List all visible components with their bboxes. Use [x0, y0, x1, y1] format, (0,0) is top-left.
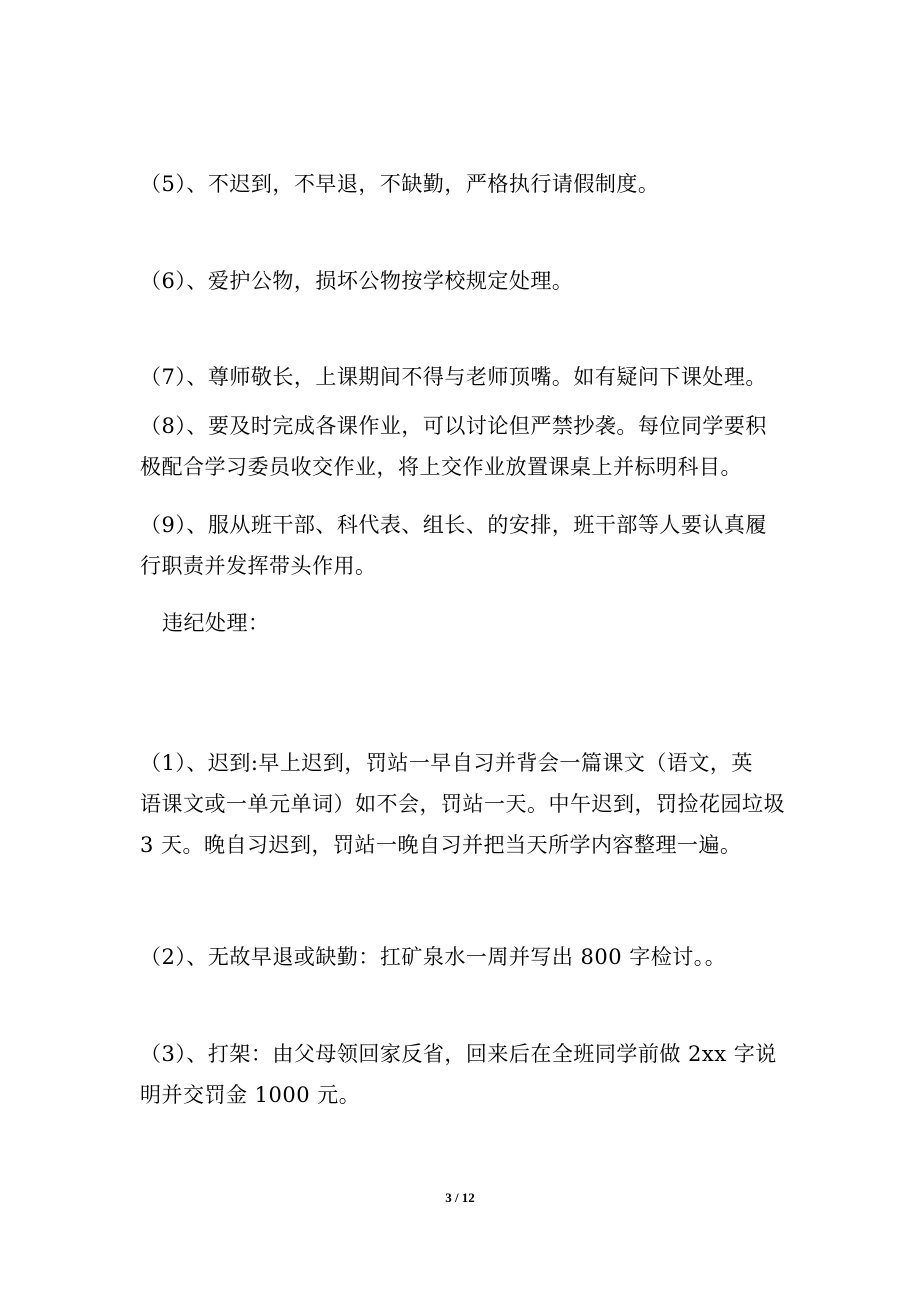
rule-item-6 — [140, 261, 790, 302]
rule-item-5-text: （5）、不迟到，不早退，不缺勤，严格执行请假制度。 — [140, 172, 660, 196]
rule-item-6-text: （6）、爱护公物，损坏公物按学校规定处理。 — [140, 269, 574, 293]
rule-item-7 — [140, 357, 790, 398]
rule-item-9 — [140, 505, 790, 587]
rule-item-8 — [140, 406, 790, 488]
discipline-item-2 — [140, 937, 790, 978]
rule-item-9-line-1: （9）、服从班干部、科代表、组长、的安排，班干部等人要认真履 — [140, 513, 767, 537]
discipline-heading-text: 违纪处理： — [162, 611, 270, 635]
discipline-item-3-line-1: （3）、打架：由父母领回家反省，回来后在全班同学前做 2xx 字说 — [140, 1042, 777, 1066]
discipline-item-3 — [140, 1034, 790, 1116]
discipline-item-1 — [140, 743, 790, 866]
page-number: 3 / 12 — [445, 1190, 475, 1205]
rule-item-9-line-2: 行职责并发挥带头作用。 — [140, 554, 377, 578]
discipline-item-1-line-2: 语课文或一单元单词）如不会，罚站一天。中午迟到，罚捡花园垃圾 — [140, 792, 785, 816]
rule-item-8-line-1: （8）、要及时完成各课作业，可以讨论但严禁抄袭。每位同学要积 — [140, 414, 767, 438]
rule-item-5 — [140, 164, 790, 205]
discipline-item-1-line-1: （1）、迟到:早上迟到，罚站一早自习并背会一篇课文（语文，英 — [140, 751, 753, 775]
discipline-item-2-text: （2）、无故早退或缺勤：扛矿泉水一周并写出 800 字检讨。。 — [140, 945, 727, 969]
discipline-heading — [162, 603, 812, 644]
rule-item-7-text: （7）、尊师敬长，上课期间不得与老师顶嘴。如有疑问下课处理。 — [140, 365, 767, 389]
discipline-item-1-line-3: 3 天。晚自习迟到，罚站一晚自习并把当天所学内容整理一遍。 — [140, 833, 742, 857]
discipline-item-3-line-2: 明并交罚金 1000 元。 — [140, 1083, 361, 1107]
rule-item-8-line-2: 极配合学习委员收交作业，将上交作业放置课桌上并标明科目。 — [140, 455, 742, 479]
